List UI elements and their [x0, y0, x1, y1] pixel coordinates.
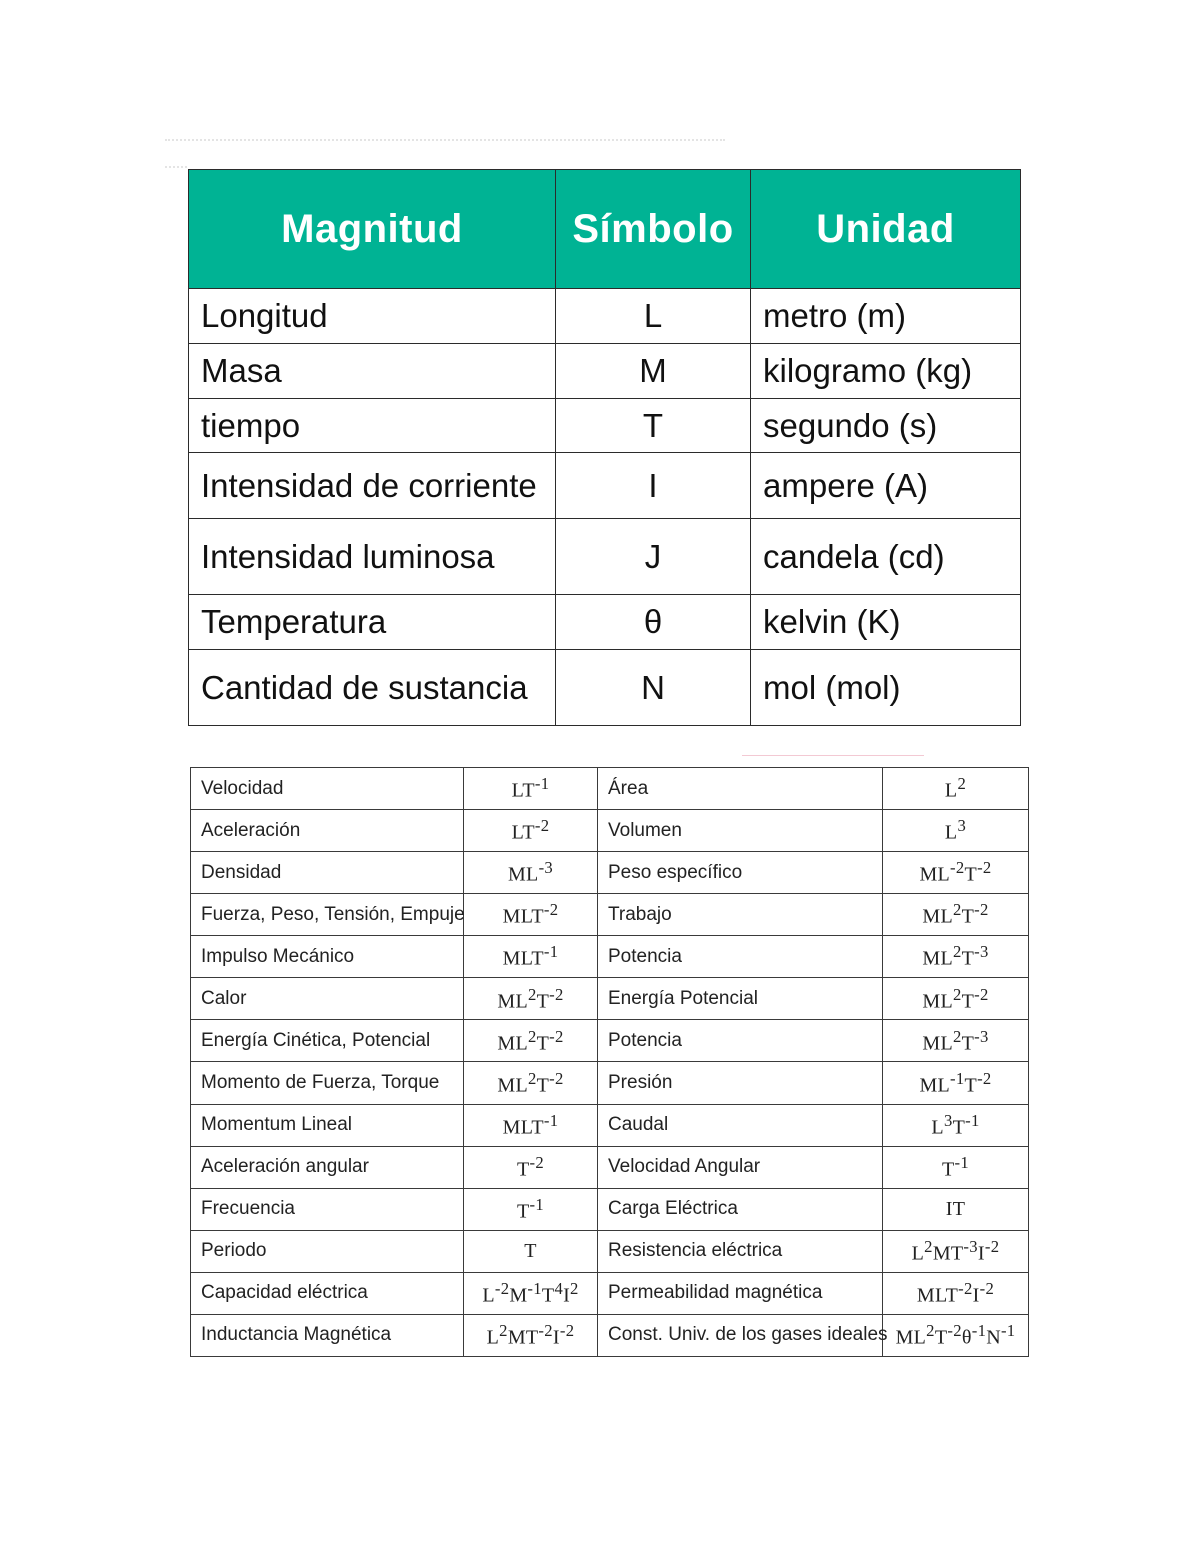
magnitud-cell: Masa: [189, 344, 556, 399]
magnitud-cell: Intensidad de corriente: [189, 453, 556, 519]
dimension-formula-cell: $L^2MT^{-3}I^{-2}$: [883, 1230, 1029, 1272]
dimension-formula-cell: $ML^2T^{-2}$: [883, 894, 1029, 936]
dimension-formula-cell: $ML^{-3}$: [464, 852, 598, 894]
quantity-name-cell: Inductancia Magnética: [191, 1314, 464, 1356]
dimension-formula-cell: $ML^2T^{-2}$: [464, 978, 598, 1020]
unidad-cell: candela (cd): [751, 519, 1021, 595]
magnitud-cell: tiempo: [189, 399, 556, 453]
table-row: [191, 1272, 1029, 1314]
dimension-formula-cell: $LT^{-2}$: [464, 810, 598, 852]
dimension-formula-cell: $MLT^{-2}$: [464, 894, 598, 936]
dimension-formula-cell: $T^{-1}$: [883, 1146, 1029, 1188]
quantity-name-cell: Periodo: [191, 1230, 464, 1272]
quantity-name-cell: Aceleración: [191, 810, 464, 852]
dimension-formula-cell: IT: [883, 1188, 1029, 1230]
header-magnitud: Magnitud: [189, 170, 556, 289]
dimension-formula-cell: $L^2MT^{-2}I^{-2}$: [464, 1314, 598, 1356]
table-row: [189, 344, 1021, 399]
quantity-name-cell: Impulso Mecánico: [191, 936, 464, 978]
quantity-name-cell: Capacidad eléctrica: [191, 1272, 464, 1314]
unidad-cell: ampere (A): [751, 453, 1021, 519]
dimension-formula-cell: $ML^{-1}T^{-2}$: [883, 1062, 1029, 1104]
simbolo-cell: T: [556, 399, 751, 453]
dimension-formula-cell: $MLT^{-1}$: [464, 936, 598, 978]
quantity-name-cell: Energía Cinética, Potencial: [191, 1020, 464, 1062]
dimension-formula-cell: $L^{-2}M^{-1}T^4I^2$: [464, 1272, 598, 1314]
magnitud-cell: Longitud: [189, 289, 556, 344]
table-row: [189, 399, 1021, 453]
dotted-artifact-line: [165, 166, 187, 168]
header-simbolo: Símbolo: [556, 170, 751, 289]
header-unidad: Unidad: [751, 170, 1021, 289]
quantity-name-cell: Fuerza, Peso, Tensión, Empuje: [191, 894, 464, 936]
magnitud-cell: Intensidad luminosa: [189, 519, 556, 595]
table-row: [189, 519, 1021, 595]
red-artifact-line: [742, 755, 924, 756]
base-table-header-row: [189, 170, 1021, 289]
table-row: [191, 1230, 1029, 1272]
table-row: [191, 810, 1029, 852]
unidad-cell: metro (m): [751, 289, 1021, 344]
simbolo-cell: I: [556, 453, 751, 519]
table-row: [191, 1062, 1029, 1104]
quantity-name-cell: Aceleración angular: [191, 1146, 464, 1188]
base-quantities-table: [188, 169, 1021, 726]
unidad-cell: segundo (s): [751, 399, 1021, 453]
unidad-cell: kilogramo (kg): [751, 344, 1021, 399]
table-row: [189, 289, 1021, 344]
quantity-name-cell: Caudal: [598, 1104, 883, 1146]
quantity-name-cell: Momentum Lineal: [191, 1104, 464, 1146]
quantity-name-cell: Const. Univ. de los gases ideales: [598, 1314, 883, 1356]
dotted-artifact-line: [165, 139, 725, 141]
table-row: [191, 1104, 1029, 1146]
dimension-formula-cell: $L^3T^{-1}$: [883, 1104, 1029, 1146]
simbolo-cell: θ: [556, 595, 751, 650]
dimension-formula-cell: $ML^{-2}T^{-2}$: [883, 852, 1029, 894]
quantity-name-cell: Momento de Fuerza, Torque: [191, 1062, 464, 1104]
unidad-cell: kelvin (K): [751, 595, 1021, 650]
simbolo-cell: L: [556, 289, 751, 344]
table-row: [191, 1314, 1029, 1356]
quantity-name-cell: Potencia: [598, 936, 883, 978]
quantity-name-cell: Calor: [191, 978, 464, 1020]
table-row: [191, 1146, 1029, 1188]
table-row: [191, 1188, 1029, 1230]
quantity-name-cell: Volumen: [598, 810, 883, 852]
dimension-formula-cell: $ML^2T^{-2}$: [464, 1020, 598, 1062]
quantity-name-cell: Peso específico: [598, 852, 883, 894]
dimension-formula-cell: $MLT^{-2}I^{-2}$: [883, 1272, 1029, 1314]
table-row: [191, 768, 1029, 810]
magnitud-cell: Cantidad de sustancia: [189, 650, 556, 726]
dimension-formula-cell: $ML^2T^{-3}$: [883, 1020, 1029, 1062]
quantity-name-cell: Velocidad Angular: [598, 1146, 883, 1188]
quantity-name-cell: Velocidad: [191, 768, 464, 810]
dimension-formula-cell: $ML^2T^{-2}\theta^{-1}N^{-1}$: [883, 1314, 1029, 1356]
simbolo-cell: N: [556, 650, 751, 726]
dimension-formula-cell: $T^{-2}$: [464, 1146, 598, 1188]
quantity-name-cell: Carga Eléctrica: [598, 1188, 883, 1230]
quantity-name-cell: Área: [598, 768, 883, 810]
table-row: [191, 894, 1029, 936]
magnitud-cell: Temperatura: [189, 595, 556, 650]
quantity-name-cell: Energía Potencial: [598, 978, 883, 1020]
simbolo-cell: M: [556, 344, 751, 399]
quantity-name-cell: Potencia: [598, 1020, 883, 1062]
dimension-formula-cell: $L^2$: [883, 768, 1029, 810]
table-row: [189, 595, 1021, 650]
table-row: [191, 1020, 1029, 1062]
table-row: [191, 852, 1029, 894]
dimension-formula-cell: T: [464, 1230, 598, 1272]
dimension-formula-cell: $L^3$: [883, 810, 1029, 852]
dimension-formula-cell: $ML^2T^{-3}$: [883, 936, 1029, 978]
quantity-name-cell: Presión: [598, 1062, 883, 1104]
dimension-formula-cell: $LT^{-1}$: [464, 768, 598, 810]
dimension-formula-cell: $ML^2T^{-2}$: [883, 978, 1029, 1020]
quantity-name-cell: Resistencia eléctrica: [598, 1230, 883, 1272]
table-row: [189, 650, 1021, 726]
quantity-name-cell: Densidad: [191, 852, 464, 894]
dimension-formula-cell: $ML^2T^{-2}$: [464, 1062, 598, 1104]
derived-quantities-table: [190, 767, 1029, 1357]
quantity-name-cell: Trabajo: [598, 894, 883, 936]
dimension-formula-cell: $MLT^{-1}$: [464, 1104, 598, 1146]
table-row: [191, 978, 1029, 1020]
unidad-cell: mol (mol): [751, 650, 1021, 726]
table-row: [189, 453, 1021, 519]
simbolo-cell: J: [556, 519, 751, 595]
quantity-name-cell: Frecuencia: [191, 1188, 464, 1230]
quantity-name-cell: Permeabilidad magnética: [598, 1272, 883, 1314]
dimension-formula-cell: $T^{-1}$: [464, 1188, 598, 1230]
table-row: [191, 936, 1029, 978]
